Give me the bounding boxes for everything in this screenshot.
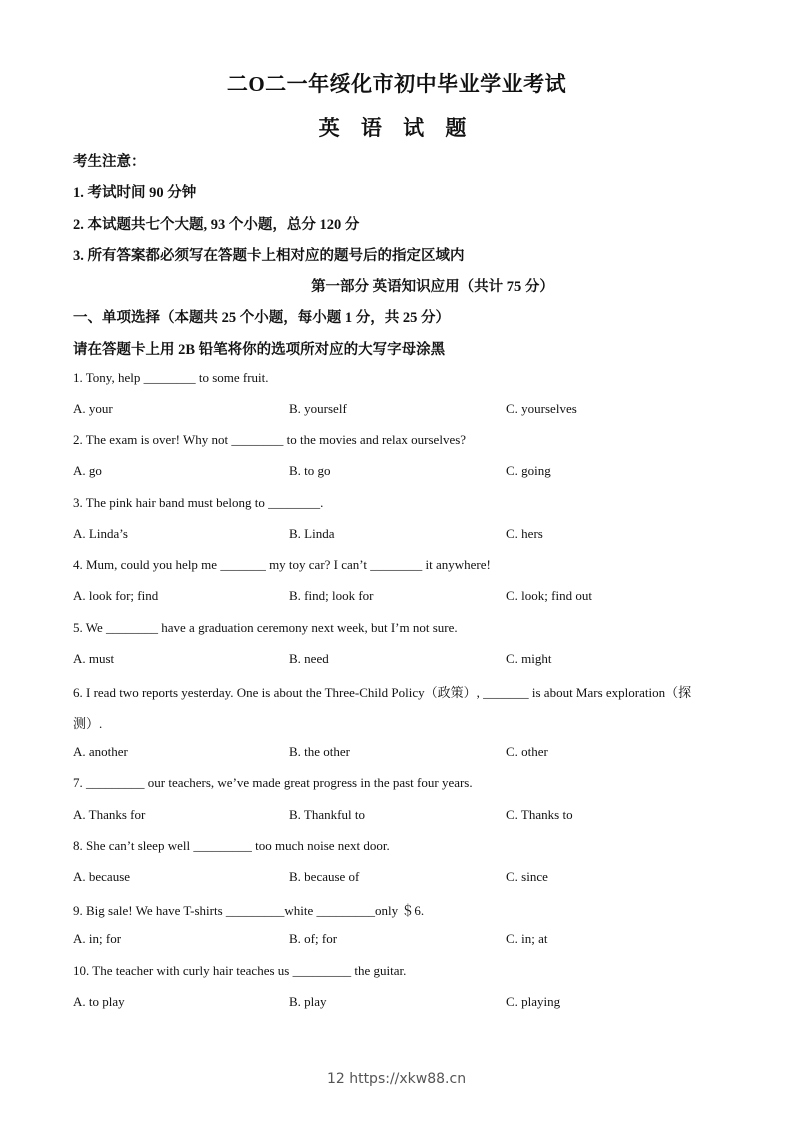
option-a: A. go bbox=[73, 463, 102, 478]
option-b: B. Linda bbox=[289, 526, 335, 541]
option-a: A. Thanks for bbox=[73, 807, 146, 822]
option-c: C. other bbox=[506, 744, 548, 759]
option-c: C. in; at bbox=[506, 931, 548, 946]
notice-item: 2. 本试题共七个大题, 93 个小题，总分 120 分 bbox=[73, 217, 360, 233]
subject-title: 英 语 试 题 bbox=[318, 116, 475, 140]
option-b: B. because of bbox=[289, 869, 360, 884]
option-c: C. going bbox=[506, 463, 551, 478]
option-b: B. of; for bbox=[289, 931, 338, 946]
option-a: A. your bbox=[73, 401, 113, 416]
option-a: A. look for; find bbox=[73, 588, 159, 603]
question-stem-continued: 测）. bbox=[73, 716, 103, 731]
option-c: C. yourselves bbox=[506, 401, 577, 416]
option-c: C. Thanks to bbox=[506, 807, 573, 822]
option-b: B. find; look for bbox=[289, 588, 374, 603]
page-footer: 12 https://xkw88.cn bbox=[326, 1071, 467, 1087]
question-stem: 2. The exam is over! Why not ________ to the movies and relax ourselves? bbox=[73, 432, 467, 447]
option-b: B. yourself bbox=[289, 401, 347, 416]
option-a: A. another bbox=[73, 744, 128, 759]
option-a: A. in; for bbox=[73, 931, 122, 946]
question-stem: 1. Tony, help ________ to some fruit. bbox=[73, 370, 269, 385]
option-a: A. Linda’s bbox=[73, 526, 128, 541]
option-a: A. must bbox=[73, 651, 115, 666]
question-stem: 8. She can’t sleep well _________ too much noise next door. bbox=[73, 838, 390, 853]
section-title: 一、单项选择（本题共 25 个小题，每小题 1 分，共 25 分） bbox=[73, 310, 450, 326]
question-stem: 10. The teacher with curly hair teaches us _________ the guitar. bbox=[73, 963, 407, 978]
option-c: C. hers bbox=[506, 526, 543, 541]
notice-heading: 考生注意： bbox=[73, 154, 146, 170]
question-stem: 9. Big sale! We have T-shirts _________white _________only ＄6. bbox=[73, 903, 425, 918]
option-b: B. play bbox=[289, 994, 327, 1009]
notice-item: 3. 所有答案都必须写在答题卡上相对应的题号后的指定区域内 bbox=[73, 248, 465, 264]
notice-item: 1. 考试时间 90 分钟 bbox=[73, 185, 197, 201]
exam-title: 二O二一年绥化市初中毕业学业考试 bbox=[226, 72, 567, 96]
option-a: A. because bbox=[73, 869, 131, 884]
option-c: C. look; find out bbox=[506, 588, 592, 603]
question-stem: 7. _________ our teachers, we’ve made great progress in the past four years. bbox=[73, 775, 473, 790]
option-b: B. the other bbox=[289, 744, 351, 759]
question-stem: 3. The pink hair band must belong to ________. bbox=[73, 495, 324, 510]
option-c: C. since bbox=[506, 869, 548, 884]
question-stem: 6. I read two reports yesterday. One is about the Three-Child Policy（政策）, _______ is about Mars exploration（探 bbox=[73, 685, 692, 700]
question-stem: 5. We ________ have a graduation ceremony next week, but I’m not sure. bbox=[73, 620, 458, 635]
option-c: C. might bbox=[506, 651, 552, 666]
option-b: B. need bbox=[289, 651, 329, 666]
section-instruction: 请在答题卡上用 2B 铅笔将你的选项所对应的大写字母涂黑 bbox=[73, 342, 446, 358]
part-title: 第一部分 英语知识应用（共计 75 分） bbox=[311, 279, 554, 295]
option-b: B. Thankful to bbox=[289, 807, 365, 822]
option-b: B. to go bbox=[289, 463, 331, 478]
option-a: A. to play bbox=[73, 994, 125, 1009]
question-stem: 4. Mum, could you help me _______ my toy car? I can’t ________ it anywhere! bbox=[73, 557, 491, 572]
option-c: C. playing bbox=[506, 994, 561, 1009]
